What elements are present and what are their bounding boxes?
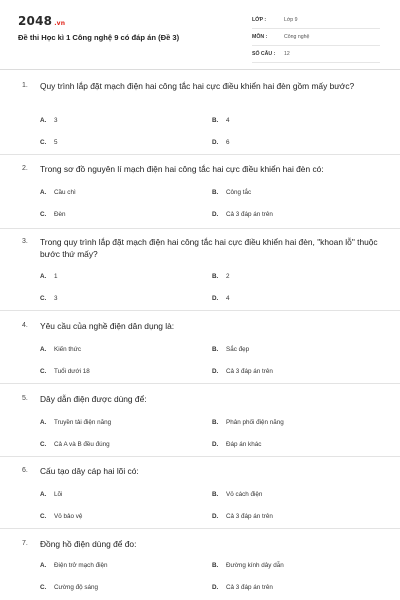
logo-text: 2048 <box>18 14 53 28</box>
question-divider <box>0 310 400 311</box>
option-a[interactable]: A. Cầu chì <box>40 189 76 196</box>
site-logo[interactable] <box>18 14 65 28</box>
question-number: 6. <box>22 467 28 474</box>
option-a[interactable]: A. Kiến thức <box>40 346 81 353</box>
option-d[interactable]: D. Cả 3 đáp án trên <box>212 513 273 520</box>
option-d[interactable]: D. Cả 3 đáp án trên <box>212 368 273 375</box>
question-divider <box>0 228 400 229</box>
question-number: 7. <box>22 540 28 547</box>
option-c[interactable]: C. Cường độ sáng <box>40 584 99 591</box>
info-value: Lớp 9 <box>284 17 298 23</box>
header-divider <box>0 69 400 70</box>
question-number: 2. <box>22 165 28 172</box>
info-value: 12 <box>284 51 290 57</box>
document-title: Đề thi Học kì 1 Công nghệ 9 có đáp án (Đề 3) <box>18 33 180 42</box>
option-d[interactable]: D. Cả 3 đáp án trên <box>212 584 273 591</box>
option-c[interactable]: C. Cả A và B đều đúng <box>40 441 110 448</box>
question-divider <box>0 383 400 384</box>
option-a[interactable]: A. 1 <box>40 273 58 280</box>
question-text: Quy trình lắp đặt mạch điện hai công tắc hai cực điều khiển hai đèn gồm mấy bước? <box>40 81 355 91</box>
question-text: Cấu tạo dây cáp hai lõi có: <box>40 466 139 476</box>
info-key: SỐ CÂU : <box>252 51 276 57</box>
option-c[interactable]: C. Vỏ bảo vệ <box>40 513 83 520</box>
question-text: Trong quy trình lắp đặt mạch điện hai công tắc hai cực điều khiển hai đèn, "khoan lỗ" thuộc bước thứ mấy? <box>40 237 378 259</box>
question-divider <box>0 154 400 155</box>
option-b[interactable]: B. Đường kính dây dẫn <box>212 562 284 569</box>
option-b[interactable]: B. 2 <box>212 273 230 280</box>
option-b[interactable]: B. Vỏ cách điện <box>212 491 263 498</box>
question-text: Đồng hồ điện dùng để đo: <box>40 539 137 549</box>
exam-info-panel <box>252 14 380 65</box>
question-number: 3. <box>22 238 28 245</box>
question-divider <box>0 456 400 457</box>
option-d[interactable]: D. 4 <box>212 295 230 302</box>
option-d[interactable]: D. Cả 3 đáp án trên <box>212 211 273 218</box>
header <box>0 0 400 70</box>
info-row-subject <box>252 31 380 46</box>
option-c[interactable]: C. 5 <box>40 139 58 146</box>
option-a[interactable]: A. 3 <box>40 117 58 124</box>
option-a[interactable]: A. Điện trở mạch điện <box>40 562 108 569</box>
question-divider <box>0 528 400 529</box>
option-b[interactable]: B. Công tắc <box>212 189 252 196</box>
question-text: Trong sơ đồ nguyên lí mạch điện hai công tắc hai cực điều khiển hai đèn có: <box>40 164 324 174</box>
option-c[interactable]: C. 3 <box>40 295 58 302</box>
question-number: 1. <box>22 82 28 89</box>
info-row-class <box>252 14 380 29</box>
option-b[interactable]: B. Phân phối điện năng <box>212 419 284 426</box>
option-a[interactable]: A. Lõi <box>40 491 63 498</box>
option-d[interactable]: D. Đáp án khác <box>212 441 262 448</box>
question-number: 4. <box>22 322 28 329</box>
option-c[interactable]: C. Tuổi dưới 18 <box>40 368 90 375</box>
option-b[interactable]: B. Sắc đẹp <box>212 346 250 353</box>
info-value: Công nghệ <box>284 34 310 40</box>
info-key: MÔN : <box>252 34 268 40</box>
info-row-count <box>252 48 380 63</box>
option-d[interactable]: D. 6 <box>212 139 230 146</box>
question-text: Yêu cầu của nghề điện dân dụng là: <box>40 321 175 331</box>
option-a[interactable]: A. Truyền tải điện năng <box>40 419 112 426</box>
question-number: 5. <box>22 395 28 402</box>
option-b[interactable]: B. 4 <box>212 117 230 124</box>
option-c[interactable]: C. Đèn <box>40 211 66 218</box>
info-key: LỚP : <box>252 17 267 23</box>
question-text: Dây dẫn điện được dùng để: <box>40 394 147 404</box>
logo-suffix: .vn <box>54 20 66 27</box>
